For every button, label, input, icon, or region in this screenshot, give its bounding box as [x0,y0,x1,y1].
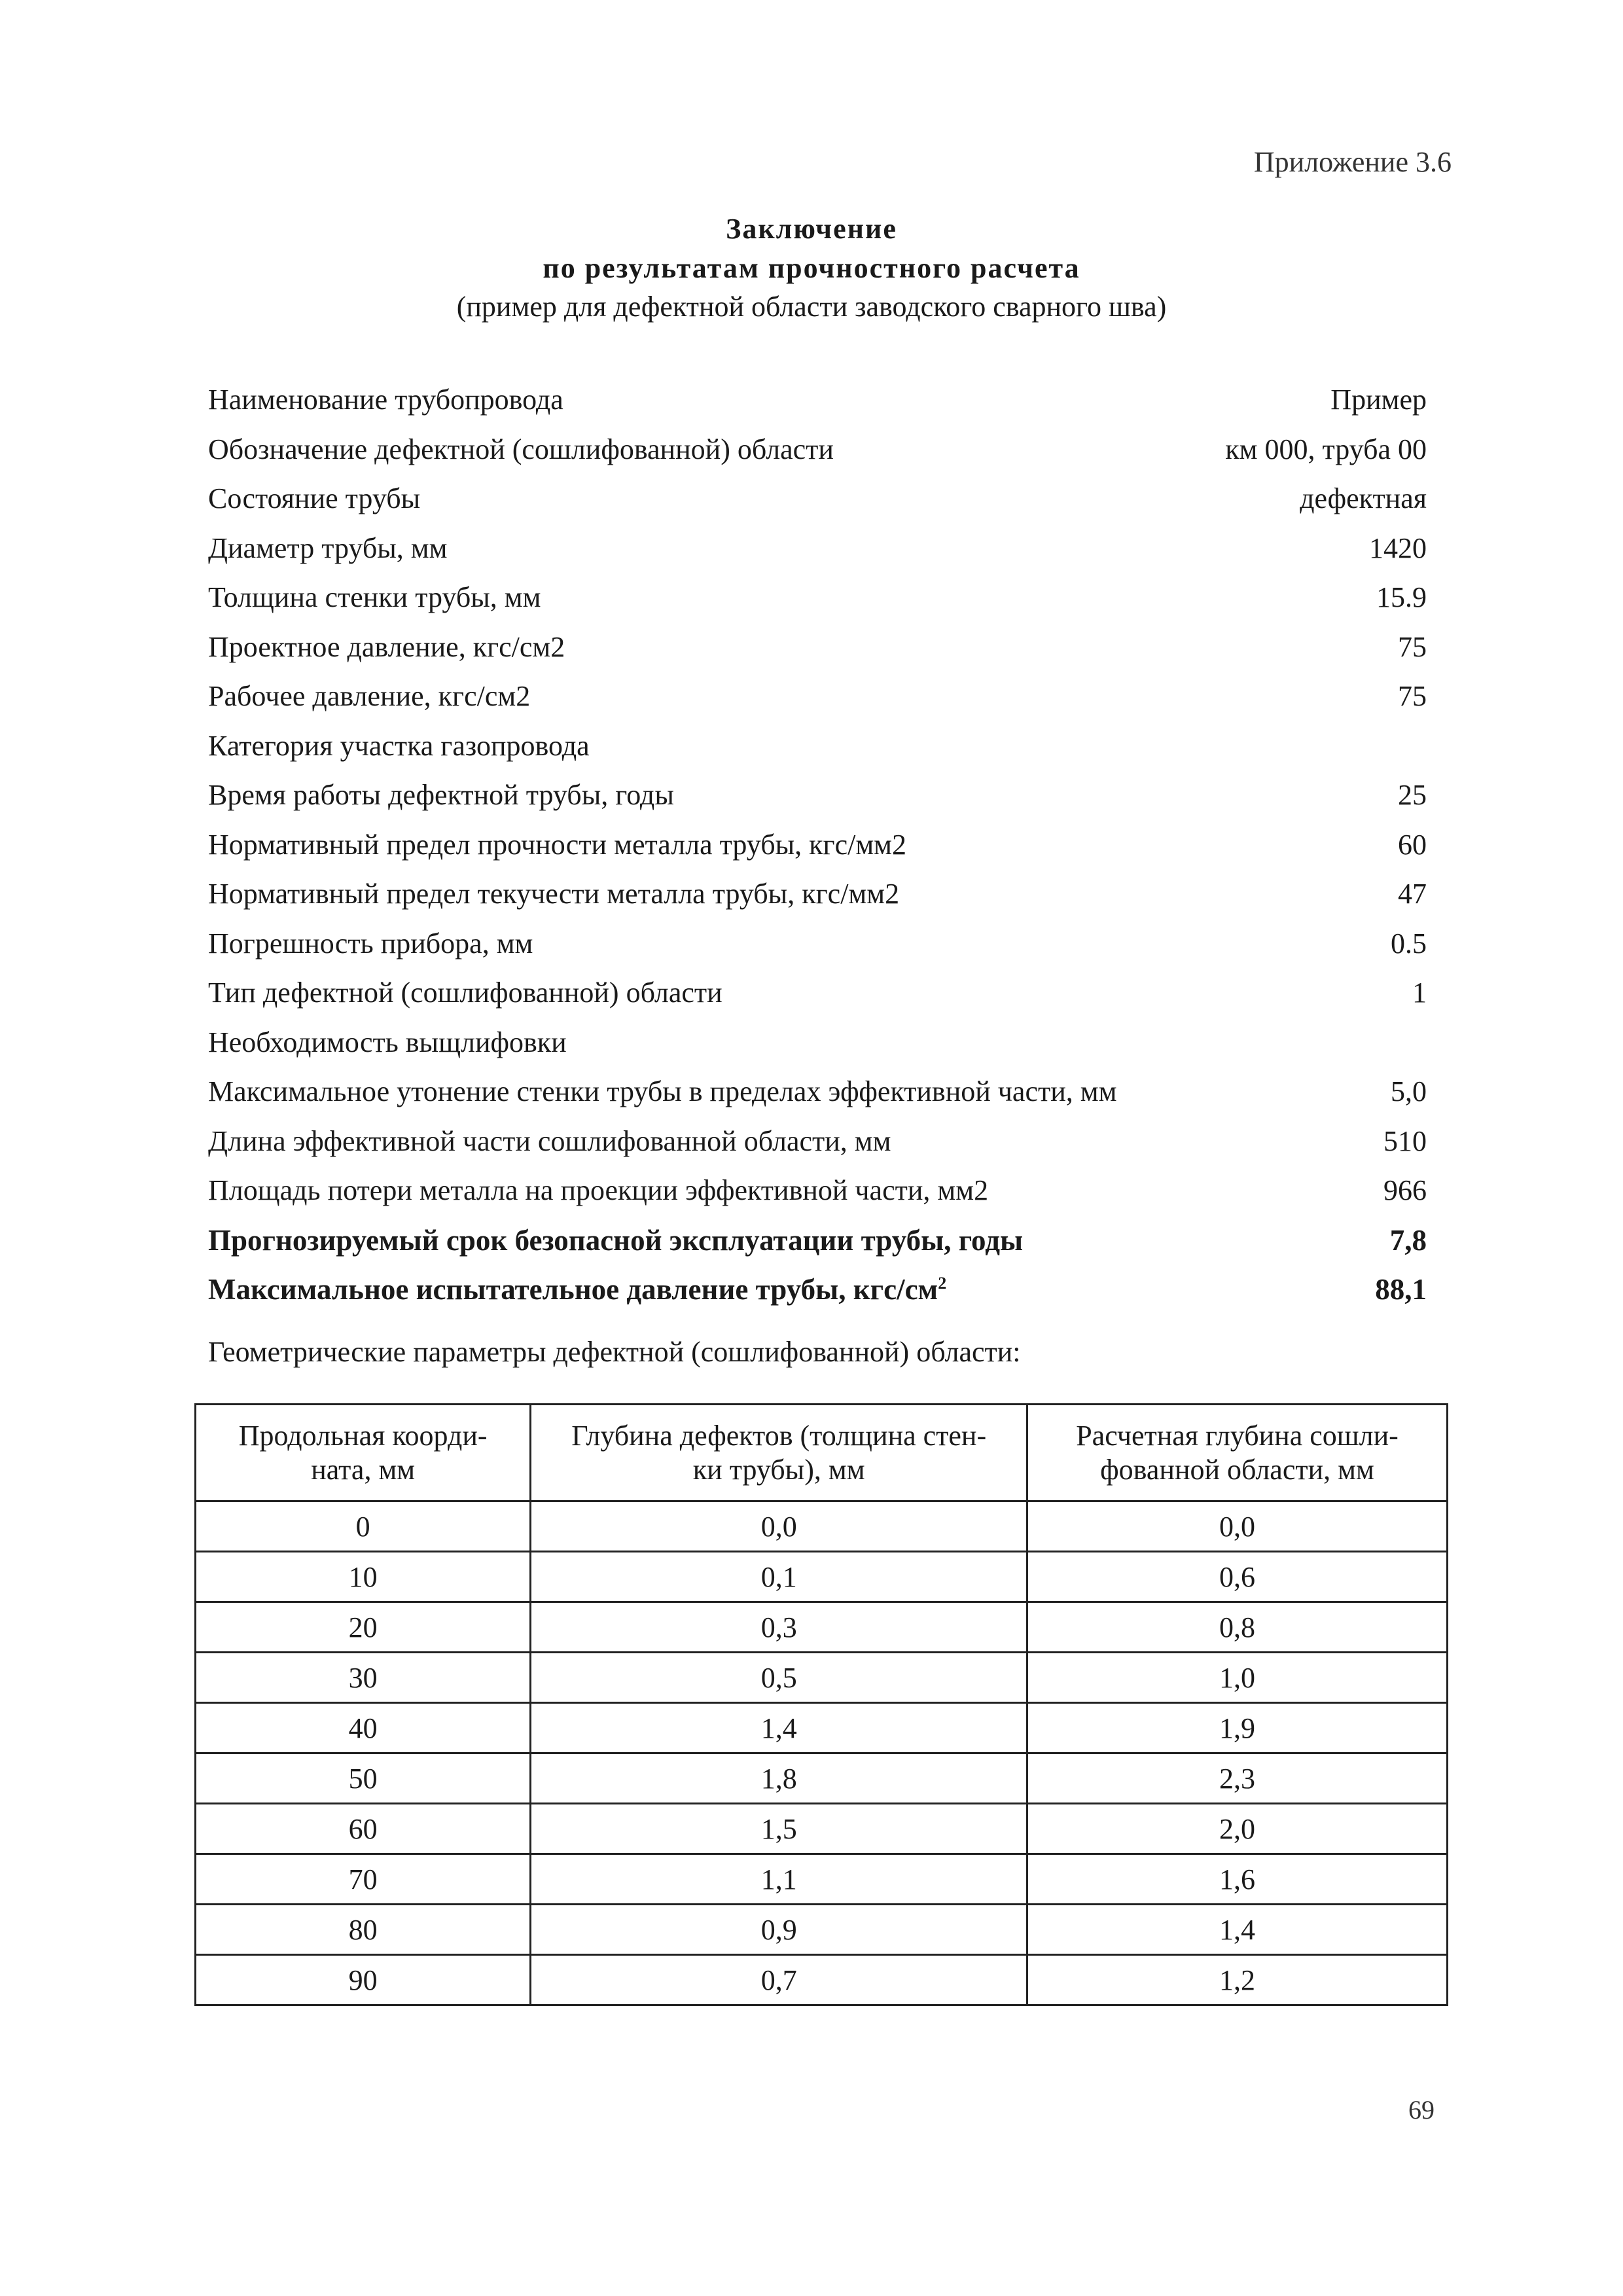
param-value: 47 [1398,878,1427,910]
table-cell: 1,4 [1027,1905,1448,1955]
param-value: 966 [1383,1174,1427,1206]
table-cell: 0,1 [531,1552,1027,1602]
table-cell: 1,1 [531,1854,1027,1905]
column-header [196,1405,531,1501]
table-cell: 0,3 [531,1602,1027,1653]
table-cell: 1,2 [1027,1955,1448,2005]
table-cell: 0,0 [1027,1501,1448,1552]
param-value: 25 [1398,779,1427,811]
param-label: Время работы дефектной трубы, годы [208,779,674,811]
table-header-row [196,1405,1448,1501]
table-cell: 2,0 [1027,1804,1448,1854]
param-label: Максимальное испытательное давление трубы, кгс/см [208,1273,938,1306]
param-value: 75 [1398,680,1427,712]
table-cell: 1,0 [1027,1653,1448,1703]
param-row [208,729,1427,779]
param-row [208,482,1427,531]
param-label: Проектное давление, кгс/см2 [208,630,565,663]
table-cell: 0,9 [531,1905,1027,1955]
param-row [208,531,1427,581]
header-line: фованной области, мм [1100,1453,1374,1486]
geometry-table [194,1403,1448,2006]
param-label: Наименование трубопровода [208,384,563,416]
table-cell: 1,5 [531,1804,1027,1854]
table-row [196,1653,1448,1703]
param-label: Категория участка газопровода [208,729,590,762]
param-label: Обозначение дефектной (сошлифованной) области [208,433,834,465]
param-label: Нормативный предел текучести металла трубы, кгс/мм2 [208,878,900,910]
param-label: Погрешность прибора, мм [208,927,533,960]
table-row [196,1552,1448,1602]
param-value: Пример [1330,384,1427,416]
table-row [196,1602,1448,1653]
title-line-1: Заключение [726,213,897,245]
table-cell: 40 [196,1703,531,1753]
header-line: Расчетная глубина сошли- [1076,1419,1399,1452]
header-line: Глубина дефектов (толщина стен- [571,1419,987,1452]
param-label: Толщина стенки трубы, мм [208,581,541,613]
param-row [208,778,1427,828]
document-title [0,209,1623,326]
table-row [196,1854,1448,1905]
header-line: ната, мм [311,1453,416,1486]
param-row-highlighted [208,1272,1427,1322]
table-cell: 1,4 [531,1703,1027,1753]
param-row [208,1174,1427,1223]
param-row [208,828,1427,878]
table-cell: 70 [196,1854,531,1905]
param-value: 1 [1412,977,1427,1009]
table-row [196,1804,1448,1854]
param-label: Диаметр трубы, мм [208,531,448,564]
param-row-highlighted [208,1223,1427,1273]
param-row [208,679,1427,729]
table-row [196,1905,1448,1955]
param-value: 88,1 [1375,1273,1427,1306]
table-cell: 10 [196,1552,531,1602]
table-cell: 20 [196,1602,531,1653]
param-label: Нормативный предел прочности металла трубы, кгс/мм2 [208,828,907,861]
param-row [208,433,1427,482]
param-label: Длина эффективной части сошлифованной области, мм [208,1124,891,1157]
param-label: Максимальное утонение стенки трубы в пределах эффективной части, мм [208,1075,1117,1107]
param-label: Рабочее давление, кгс/см2 [208,680,531,712]
param-label: Площадь потери металла на проекции эффективной части, мм2 [208,1174,989,1206]
param-label: Состояние трубы [208,482,421,514]
table-cell: 1,8 [531,1753,1027,1804]
table-cell: 0 [196,1501,531,1552]
table-cell: 30 [196,1653,531,1703]
table-cell: 50 [196,1753,531,1804]
param-row [208,976,1427,1026]
param-row [208,877,1427,927]
param-row [208,1124,1427,1174]
parameters-list [208,383,1427,1322]
param-value: 75 [1398,630,1427,663]
param-value: 510 [1383,1124,1427,1157]
param-value: 0.5 [1391,927,1427,960]
title-line-2: по результатам прочностного расчета [543,252,1080,284]
param-value: 60 [1398,828,1427,861]
table-cell: 0,8 [1027,1602,1448,1653]
table-row [196,1501,1448,1552]
param-label-with-superscript [208,1272,946,1306]
param-value: 5,0 [1391,1075,1427,1107]
header-line: ки трубы), мм [692,1453,865,1486]
table-cell: 1,9 [1027,1703,1448,1753]
param-row [208,581,1427,630]
param-row [208,383,1427,433]
table-cell: 1,6 [1027,1854,1448,1905]
param-label: Тип дефектной (сошлифованной) области [208,977,722,1009]
superscript: 2 [938,1274,947,1293]
column-header [531,1405,1027,1501]
page-number: 69 [1408,2095,1435,2125]
param-value: км 000, труба 00 [1225,433,1427,465]
table-cell: 0,5 [531,1653,1027,1703]
param-row [208,630,1427,680]
param-value: дефектная [1300,482,1427,514]
table-cell: 90 [196,1955,531,2005]
param-row [208,1026,1427,1075]
param-row [208,1075,1427,1124]
appendix-label: Приложение 3.6 [1253,146,1452,178]
table-cell: 2,3 [1027,1753,1448,1804]
geometry-heading: Геометрические параметры дефектной (сошлифованной) области: [208,1336,1021,1368]
param-label: Прогнозируемый срок безопасной эксплуатации трубы, годы [208,1223,1024,1257]
header-line: Продольная коорди- [238,1419,488,1452]
title-line-3: (пример для дефектной области заводского сварного шва) [456,291,1167,323]
param-value: 15.9 [1376,581,1427,613]
table-cell: 0,0 [531,1501,1027,1552]
table-row [196,1753,1448,1804]
param-row [208,927,1427,977]
table-cell: 80 [196,1905,531,1955]
table-cell: 60 [196,1804,531,1854]
table-row [196,1955,1448,2005]
table-row [196,1703,1448,1753]
column-header [1027,1405,1448,1501]
param-value: 1420 [1369,531,1427,564]
table-cell: 0,7 [531,1955,1027,2005]
table-cell: 0,6 [1027,1552,1448,1602]
param-label: Необходимость выщлифовки [208,1026,567,1058]
param-value: 7,8 [1389,1223,1427,1257]
